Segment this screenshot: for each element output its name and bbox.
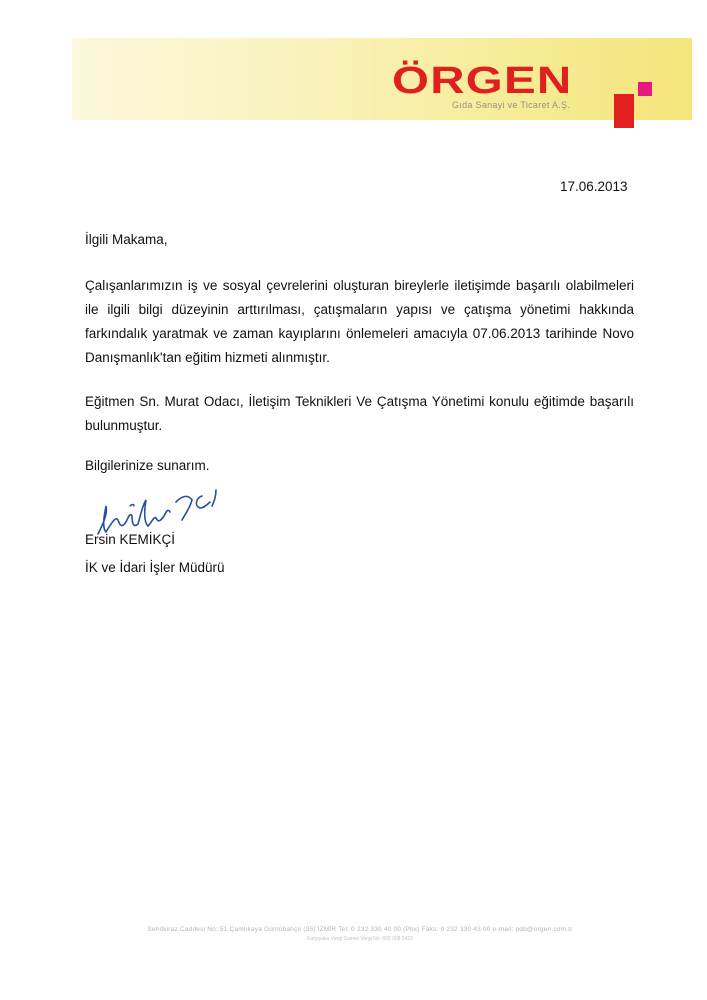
footer-address: Sehitkiraz Caddesi No: 51 Çamlıkaya Gümübahçe (35) İZMİR Tel: 0 232 330 40 00 (Pbx) Faks: 0 232 330 43 00 e-mail: pdb@orgen.com.tr bbox=[147, 926, 573, 933]
company-logo bbox=[392, 62, 662, 132]
body-paragraph-2: Eğitmen Sn. Murat Odacı, İletişim Teknikleri Ve Çatışma Yönetimi konulu eğitimde başarılı bulunmuştur. bbox=[85, 394, 634, 433]
logo-wordmark: ÖRGEN bbox=[392, 60, 573, 102]
logo-pink-square bbox=[638, 82, 652, 96]
footer-registry: Karşıyaka Vergi Dairesi Vergi No: 665 008 5433 bbox=[307, 936, 413, 942]
letter-date: 17.06.2013 bbox=[560, 179, 628, 194]
logo-red-square bbox=[614, 94, 634, 128]
closing-line: Bilgilerinize sunarım. bbox=[85, 458, 210, 473]
signer-title: İK ve İdari İşler Müdürü bbox=[85, 560, 225, 575]
signer-name: Ersin KEMİKÇİ bbox=[85, 532, 176, 547]
salutation: İlgili Makama, bbox=[85, 232, 168, 247]
body-paragraph-1: Çalışanlarımızın iş ve sosyal çevrelerini oluşturan bireylerle iletişimde başarılı olabilmeleri ile ilgili bilgi düzeyinin arttırılması, çatışmaların yapısı ve çatışma yönetimi hakkında farkındalık yaratmak ve zaman kayıplarını önlemeleri amacıyla 07.06.2013 tarihinde Novo Danışmanlık'tan eğitim hizmeti alınmıştır. bbox=[85, 278, 634, 365]
logo-tagline: Gıda Sanayi ve Ticaret A.Ş. bbox=[452, 100, 571, 110]
